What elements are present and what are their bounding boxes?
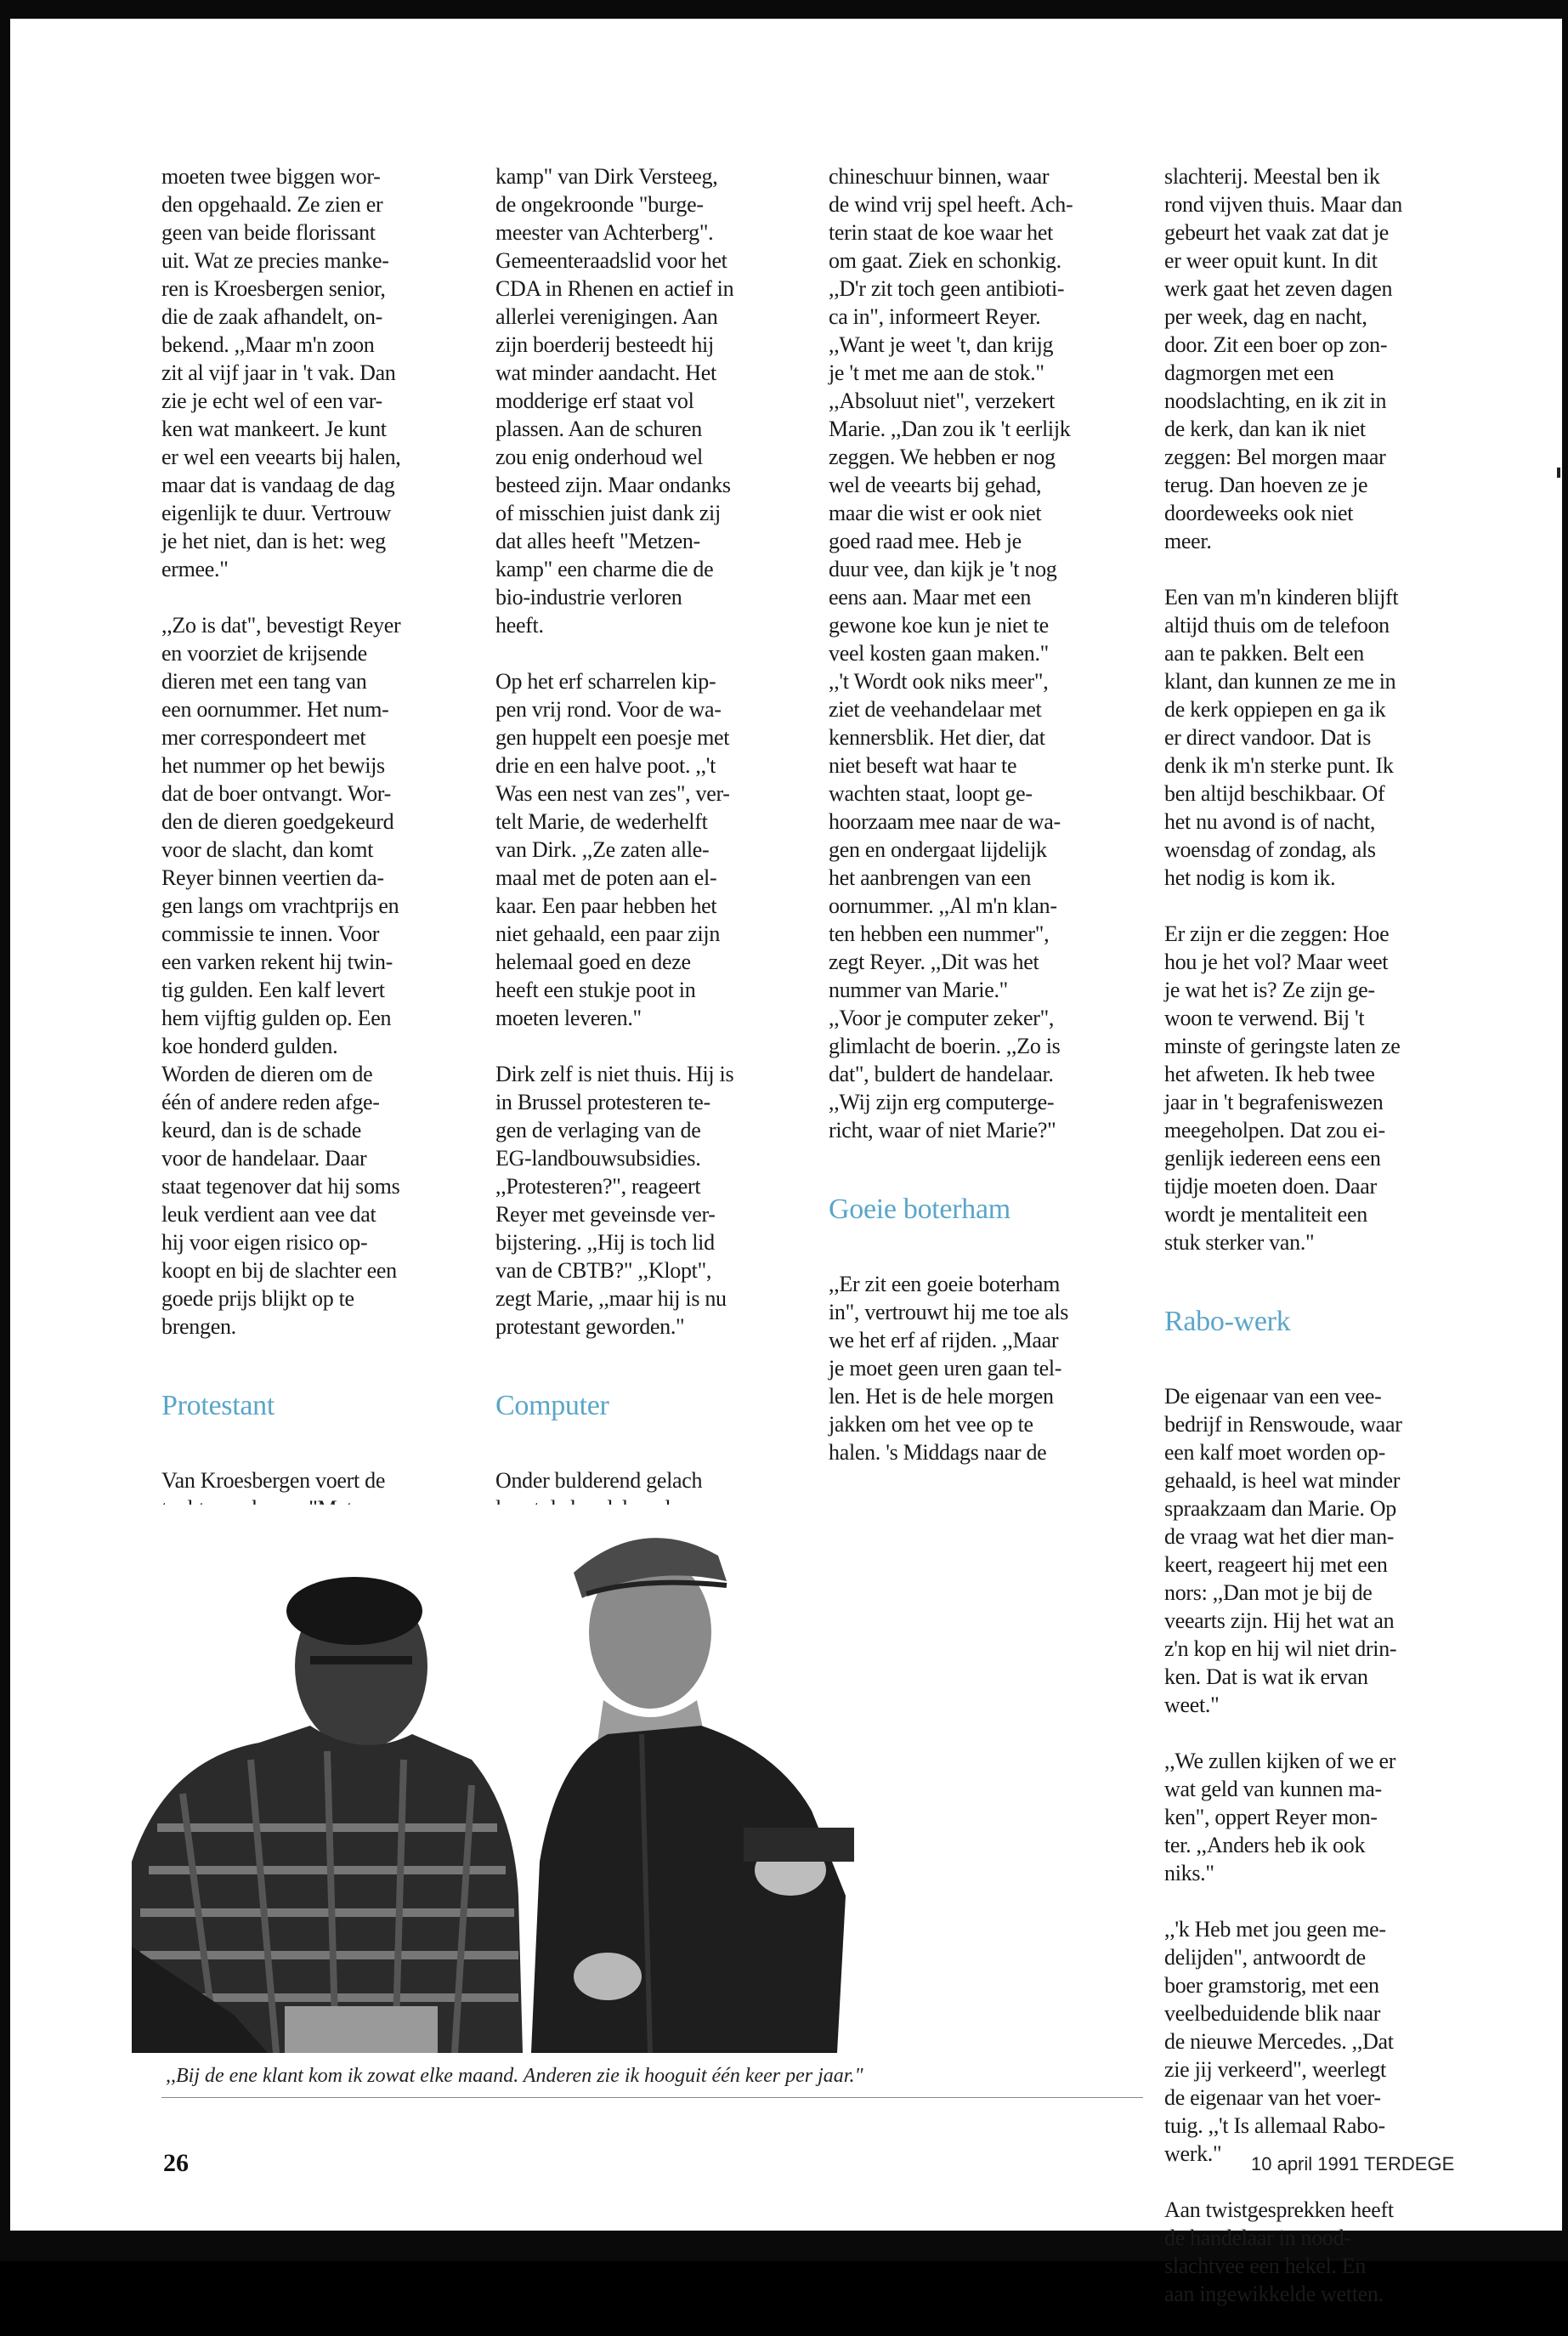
article-column-1: [161, 134, 467, 1551]
page-number: 26: [163, 2149, 189, 2177]
paragraph: Dirk zelf is niet thuis. Hij is in Brussel protesteren te- gen de verlaging van de EG-landbouwsubsidies. ,,Protesteren?", reageert Reyer met geveinsde ver- bijstering. ,,Hij is toch lid van de CBTB?" ,,Klopt", zegt Marie, ,,maar hij is nu protestant geworden.": [495, 1062, 734, 1339]
paragraph: Aan twistgesprekken heeft de handelaar in nood- slachtvee een hekel. En aan ingewikkelde wetten.: [1164, 2197, 1394, 2306]
paragraph: ,,Er zit een goeie boterham in", vertrouwt hij me toe als we het erf af rijden. ,,Maar je moet geen uren gaan tel- len. Het is de hele morgen jakken om het vee op te halen. 's Middags naar de: [829, 1272, 1069, 1465]
section-heading-goeie-boterham: Goeie boterham: [829, 1194, 1010, 1225]
paragraph: De eigenaar van een vee- bedrijf in Renswoude, waar een kalf moet worden op- gehaald, is heel wat minder spraakzaam dan Marie. Op de vraag wat het dier man- keert, reageert hij met een nors: ,,Dan mot je bij de veearts zijn. Hij het wat an z'n kop en hij wil niet drin- ken. Dat is wat ik ervan weet.": [1164, 1384, 1402, 1717]
paragraph: Een van m'n kinderen blijft altijd thuis om de telefoon aan te pakken. Belt een klant, dan kunnen ze me in de kerk oppiepen en ga ik er direct vandoor. Dat is denk ik m'n sterke punt. Ik ben altijd beschikbaar. Of het nu avond is of nacht, woensdag of zondag, als het nodig is kom ik.: [1164, 585, 1399, 890]
section-heading-computer: Computer: [495, 1390, 609, 1421]
photo-two-men: [132, 1505, 1088, 2053]
paragraph: Op het erf scharrelen kip- pen vrij rond. Voor de wa- gen huppelt een poesje met drie en een halve poot. ,,'t Was een nest van zes", ver- telt Marie, de wederhelft van Dirk. ,,Ze zaten alle- maal met de poten aan el- kaar. Een paar hebben het niet gehaald, een paar zijn helemaal goed en deze heeft een stukje poot in moeten leveren.": [495, 669, 730, 1030]
article-column-2: [495, 134, 801, 1551]
section-heading-protestant: Protestant: [161, 1390, 275, 1421]
section-heading-rabo-werk: Rabo-werk: [1164, 1306, 1291, 1337]
scan-border-right: [1562, 0, 1568, 2261]
photo-caption: ,,Bij de ene klant kom ik zowat elke maand. Anderen zie ik hooguit één keer per jaar.": [166, 2065, 863, 2087]
paragraph: ,,Zo is dat", bevestigt Reyer en voorziet de krijsende dieren met een tang van een oornummer. Het num- mer correspondeert met het nummer op het bewijs dat de boer ontvangt. Wor- den de dieren goedgekeurd voor de slacht, dan komt Reyer binnen veertien da- gen langs om vrachtprijs en commissie te innen. Voor een varken rekent hij twin- tig gulden. Een kalf levert hem vijftig gulden op. Een koe honderd gulden. Worden de dieren om de één of andere reden afge- keurd, dan is de schade voor de handelaar. Daar staat tegenover dat hij soms leuk verdient aan vee dat hij voor eigen risico op- koopt en bij de slachter een goede prijs blijkt op te brengen.: [161, 613, 401, 1339]
scan-border-left: [0, 0, 10, 2261]
paragraph: Van Kroesbergen voert de: [161, 1468, 386, 1493]
paragraph: ,,We zullen kijken of we er wat geld van kunnen ma- ken", oppert Reyer mon- ter. ,,Anders heb ik ook niks.": [1164, 1749, 1396, 1885]
scan-mark: [1557, 468, 1560, 478]
article-column-4: [1164, 134, 1462, 2336]
paragraph: ,,'k Heb met jou geen me- delijden", antwoordt de boer gramstorig, met een veelbeduidende blik naar de nieuwe Mercedes. ,,Dat zie jij verkeerd", weerlegt de eigenaar van het voer- tuig. ,,'t Is allemaal Rabo- werk.": [1164, 1917, 1394, 2166]
paragraph: moeten twee biggen wor- den opgehaald. Ze zien er geen van beide florissant uit. Wat ze precies manke- ren is Kroesbergen senior, die de zaak afhandelt, on- bekend. ,,Maar m'n zoon zit al vijf jaar in 't vak. Dan zie je echt wel of een var- ken wat mankeert. Je kunt er wel een veearts bij halen, maar dat is vandaag de dag eigenlijk te duur. Vertrouw je het niet, dan is het: weg ermee.": [161, 164, 401, 581]
caption-divider: [161, 2097, 1143, 2098]
scan-border-top: [0, 0, 1568, 19]
paragraph: kamp" van Dirk Versteeg, de ongekroonde "burge- meester van Achterberg". Gemeenteraadslid voor het CDA in Rhenen en actief in allerlei verenigingen. Aan zijn boerderij besteedt hij wat minder aandacht. Het modderige erf staat vol plassen. Aan de schuren zou enig onderhoud wel besteed zijn. Maar ondanks of misschien juist dank zij dat alles heeft "Metzen- kamp" een charme die de bio-industrie verloren heeft.: [495, 164, 734, 638]
paragraph: Er zijn er die zeggen: Hoe hou je het vol? Maar weet je wat het is? Ze zijn ge- woon te verwend. Bij 't minste of geringste laten ze het afweten. Ik heb twee jaar in 't begrafeniswezen meegeholpen. Dat zou ei- genlijk iedereen eens een tijdje moeten doen. Daar wordt je mentaliteit een stuk sterker van.": [1164, 921, 1401, 1255]
article-photo: [132, 1505, 1088, 2053]
article-column-3: [829, 134, 1130, 1494]
paragraph: Onder bulderend gelach: [495, 1468, 703, 1493]
paragraph: chineschuur binnen, waar de wind vrij spel heeft. Ach- terin staat de koe waar het om gaat. Ziek en schonkig. ,,D'r zit toch geen antibioti- ca in", informeert Reyer. ,,Want je weet 't, dan krijg je 't met me aan de stok." ,,Absoluut niet", verzekert Marie. ,,Dan zou ik 't eerlijk zeggen. We hebben er nog wel de veearts bij gehad, maar die wist er ook niet goed raad mee. Heb je duur vee, dan kijk je 't nog eens aan. Maar met een gewone koe kun je niet te veel kosten gaan maken." ,,'t Wordt ook niks meer", ziet de veehandelaar met kennersblik. Het dier, dat niet beseft wat haar te wachten staat, loopt ge- hoorzaam mee naar de wa- gen en ondergaat lijdelijk het aanbrengen van een oornummer. ,,Al m'n klan- ten hebben een nummer", zegt Reyer. ,,Dit was het nummer van Marie." ,,Voor je computer zeker", glimlacht de boerin. ,,Zo is dat", buldert de handelaar. ,,Wij zijn erg computerge- richt, waar of niet Marie?": [829, 164, 1073, 1142]
paragraph: slachterij. Meestal ben ik rond vijven thuis. Maar dan gebeurt het vaak zat dat je er weer opuit kunt. In dit werk gaat het zeven dagen per week, dag en nacht, door. Zit een boer op zon- dagmorgen met een noodslachting, en ik zit in de kerk, dan kan ik niet zeggen: Bel morgen maar terug. Dan hoeven ze je doordeweeks ook niet meer.: [1164, 164, 1403, 553]
issue-date: 10 april 1991 TERDEGE: [1251, 2153, 1455, 2174]
